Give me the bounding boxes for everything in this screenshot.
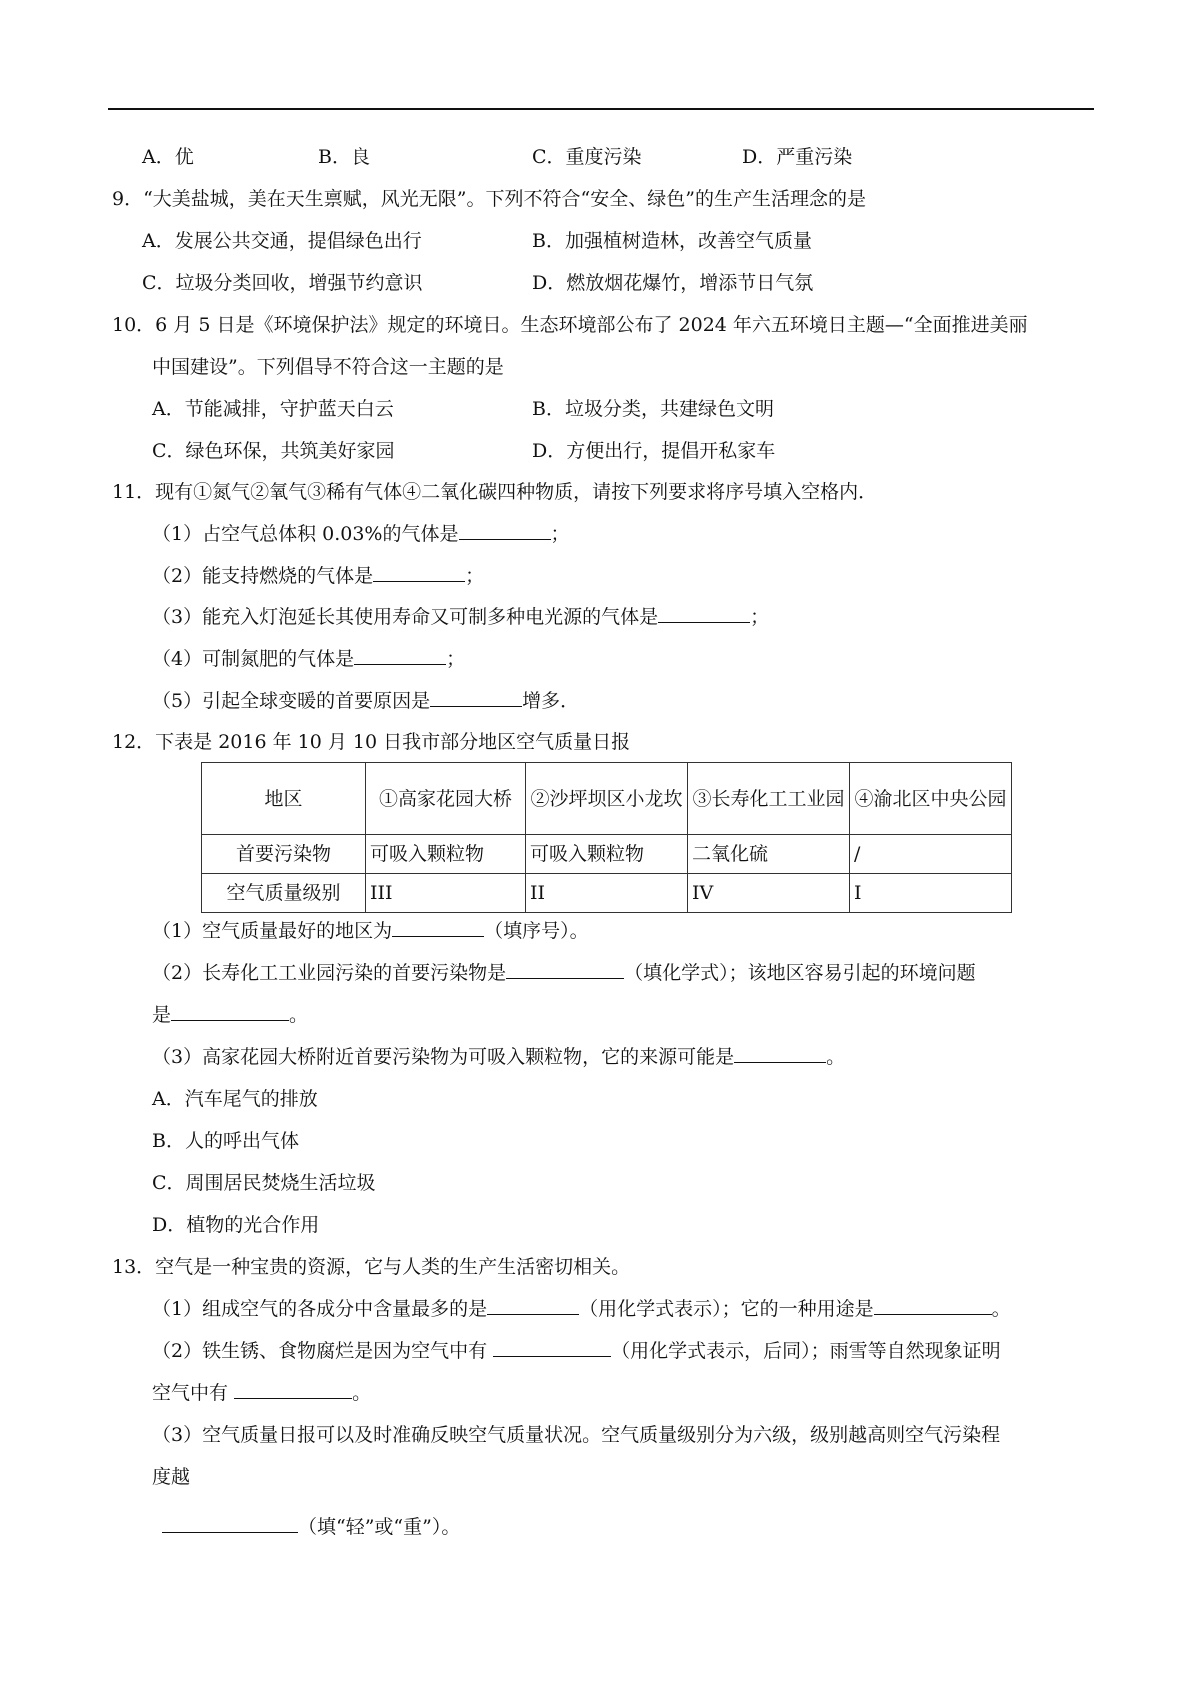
q11-part2-end: ；: [465, 565, 485, 587]
q11-stem: 11．现有①氮气②氧气③稀有气体④二氧化碳四种物质，请按下列要求将序号填入空格内．: [112, 481, 878, 503]
q11-part3-text: （3）能充入灯泡延长其使用寿命又可制多种电光源的气体是: [152, 606, 659, 628]
table-header-row: [202, 763, 1012, 835]
answer-blank[interactable]: [487, 1296, 579, 1315]
table-cell: I: [850, 874, 1012, 913]
q13-part1-end: 。: [991, 1298, 1011, 1320]
q13-part3-end: （填“轻”或“重”）。: [298, 1516, 461, 1538]
q13-part1-text-b: （用化学式表示）；它的一种用途是: [579, 1298, 874, 1320]
q12-option-b: B．人的呼出气体: [152, 1130, 299, 1152]
q11-part4-end: ；: [446, 648, 466, 670]
answer-blank[interactable]: [493, 1338, 611, 1357]
table-header-cell: ②沙坪坝区小龙坎: [526, 763, 688, 835]
q12-part2: [152, 960, 976, 986]
q11-part2-text: （2）能支持燃烧的气体是: [152, 565, 374, 587]
q11-part1-text: （1）占空气总体积 0.03%的气体是: [152, 523, 459, 545]
answer-blank[interactable]: [506, 960, 624, 979]
q11-part1: [152, 521, 570, 547]
q11-part2: [152, 563, 484, 589]
q8-option-c: C．重度污染: [532, 146, 642, 168]
q13-part2-text-b: （用化学式表示，后同）；雨雪等自然现象证明: [611, 1340, 1001, 1362]
q13-part2-cont: [152, 1380, 371, 1406]
table-cell: 空气质量级别: [202, 874, 366, 913]
q11-part5-text: （5）引起全球变暖的首要原因是: [152, 690, 431, 712]
air-quality-table: [201, 762, 1012, 913]
q12-option-a: A．汽车尾气的排放: [152, 1088, 318, 1110]
table-cell: 首要污染物: [202, 835, 366, 874]
q13-stem: 13．空气是一种宝贵的资源，它与人类的生产生活密切相关。: [112, 1256, 631, 1278]
table-cell: II: [526, 874, 688, 913]
q11-part3-end: ；: [750, 606, 770, 628]
q13-part1-text: （1）组成空气的各成分中含量最多的是: [152, 1298, 488, 1320]
q10-stem-line1: 10．6 月 5 日是《环境保护法》规定的环境日。生态环境部公布了 2024 年六五环境日主题—“全面推进美丽: [112, 314, 1028, 336]
q10-option-a: A．节能减排，守护蓝天白云: [152, 398, 394, 420]
table-row: [202, 874, 1012, 913]
header-rule: [108, 108, 1094, 110]
q12-part2-cont: [152, 1002, 308, 1028]
answer-blank[interactable]: [171, 1002, 289, 1021]
q12-part2-text-c: 是: [152, 1004, 172, 1026]
table-cell: IV: [688, 874, 850, 913]
table-header-cell: 地区: [202, 763, 366, 835]
answer-blank[interactable]: [658, 604, 750, 623]
answer-blank[interactable]: [354, 646, 446, 665]
table-cell: III: [366, 874, 526, 913]
q11-part5: [152, 688, 579, 714]
answer-blank[interactable]: [162, 1514, 298, 1533]
q12-part3-text: （3）高家花园大桥附近首要污染物为可吸入颗粒物，它的来源可能是: [152, 1046, 735, 1068]
q12-part1-text: （1）空气质量最好的地区为: [152, 920, 393, 942]
q11-part3: [152, 604, 769, 630]
q12-part2-text-b: （填化学式）；该地区容易引起的环境问题: [624, 962, 976, 984]
q12-option-c: C．周围居民焚烧生活垃圾: [152, 1172, 376, 1194]
q13-part2-text-c: 空气中有: [152, 1382, 229, 1404]
table-cell: 可吸入颗粒物: [366, 835, 526, 874]
table-header-cell: ④渝北区中央公园: [850, 763, 1012, 835]
q12-stem: 12．下表是 2016 年 10 月 10 日我市部分地区空气质量日报: [112, 731, 631, 753]
q13-part3-answer: [162, 1514, 460, 1540]
q13-part3: （3）空气质量日报可以及时准确反映空气质量状况。空气质量级别分为六级，级别越高则空气污染程: [152, 1424, 1001, 1446]
q8-option-d: D．严重污染: [742, 146, 853, 168]
q13-part2: [152, 1338, 1001, 1364]
q12-option-d: D．植物的光合作用: [152, 1214, 320, 1236]
q8-option-a: A．优: [142, 146, 194, 168]
answer-blank[interactable]: [874, 1296, 992, 1315]
q10-option-c: C．绿色环保，共筑美好家园: [152, 440, 395, 462]
answer-blank[interactable]: [392, 918, 484, 937]
table-header-cell: ③长寿化工工业园: [688, 763, 850, 835]
answer-blank[interactable]: [430, 688, 522, 707]
q9-option-c: C．垃圾分类回收，增强节约意识: [142, 272, 423, 294]
table-row: [202, 835, 1012, 874]
q11-part5-end: 增多．: [522, 690, 580, 712]
q12-part1-end: （填序号）。: [484, 920, 589, 942]
table-header-cell: ①高家花园大桥: [366, 763, 526, 835]
q10-option-d: D．方便出行，提倡开私家车: [532, 440, 776, 462]
answer-blank[interactable]: [734, 1044, 826, 1063]
q9-option-b: B．加强植树造林，改善空气质量: [532, 230, 812, 252]
answer-blank[interactable]: [234, 1380, 352, 1399]
q10-stem-line2: 中国建设”。下列倡导不符合这一主题的是: [152, 356, 504, 378]
q9-option-a: A．发展公共交通，提倡绿色出行: [142, 230, 422, 252]
q13-part1: [152, 1296, 1011, 1322]
q9-option-d: D．燃放烟花爆竹，增添节日气氛: [532, 272, 814, 294]
q11-part4-text: （4）可制氮肥的气体是: [152, 648, 355, 670]
q9-stem: 9．“大美盐城，美在天生禀赋，风光无限”。下列不符合“安全、绿色”的生产生活理念的是: [112, 188, 866, 210]
q12-part1: [152, 918, 589, 944]
q13-part2-text: （2）铁生锈、食物腐烂是因为空气中有: [152, 1340, 488, 1362]
q12-part3: [152, 1044, 845, 1070]
q8-option-b: B．良: [318, 146, 370, 168]
q11-part4: [152, 646, 465, 672]
q12-part2-text: （2）长寿化工工业园污染的首要污染物是: [152, 962, 507, 984]
q11-part1-end: ；: [550, 523, 570, 545]
table-cell: /: [850, 835, 1012, 874]
q13-part2-end: 。: [352, 1382, 372, 1404]
q10-option-b: B．垃圾分类，共建绿色文明: [532, 398, 774, 420]
table-cell: 可吸入颗粒物: [526, 835, 688, 874]
q12-part2-end: 。: [289, 1004, 309, 1026]
answer-blank[interactable]: [459, 521, 551, 540]
q12-part3-end: 。: [826, 1046, 846, 1068]
table-cell: 二氧化硫: [688, 835, 850, 874]
answer-blank[interactable]: [373, 563, 465, 582]
q13-part3-cont: 度越: [152, 1466, 191, 1488]
